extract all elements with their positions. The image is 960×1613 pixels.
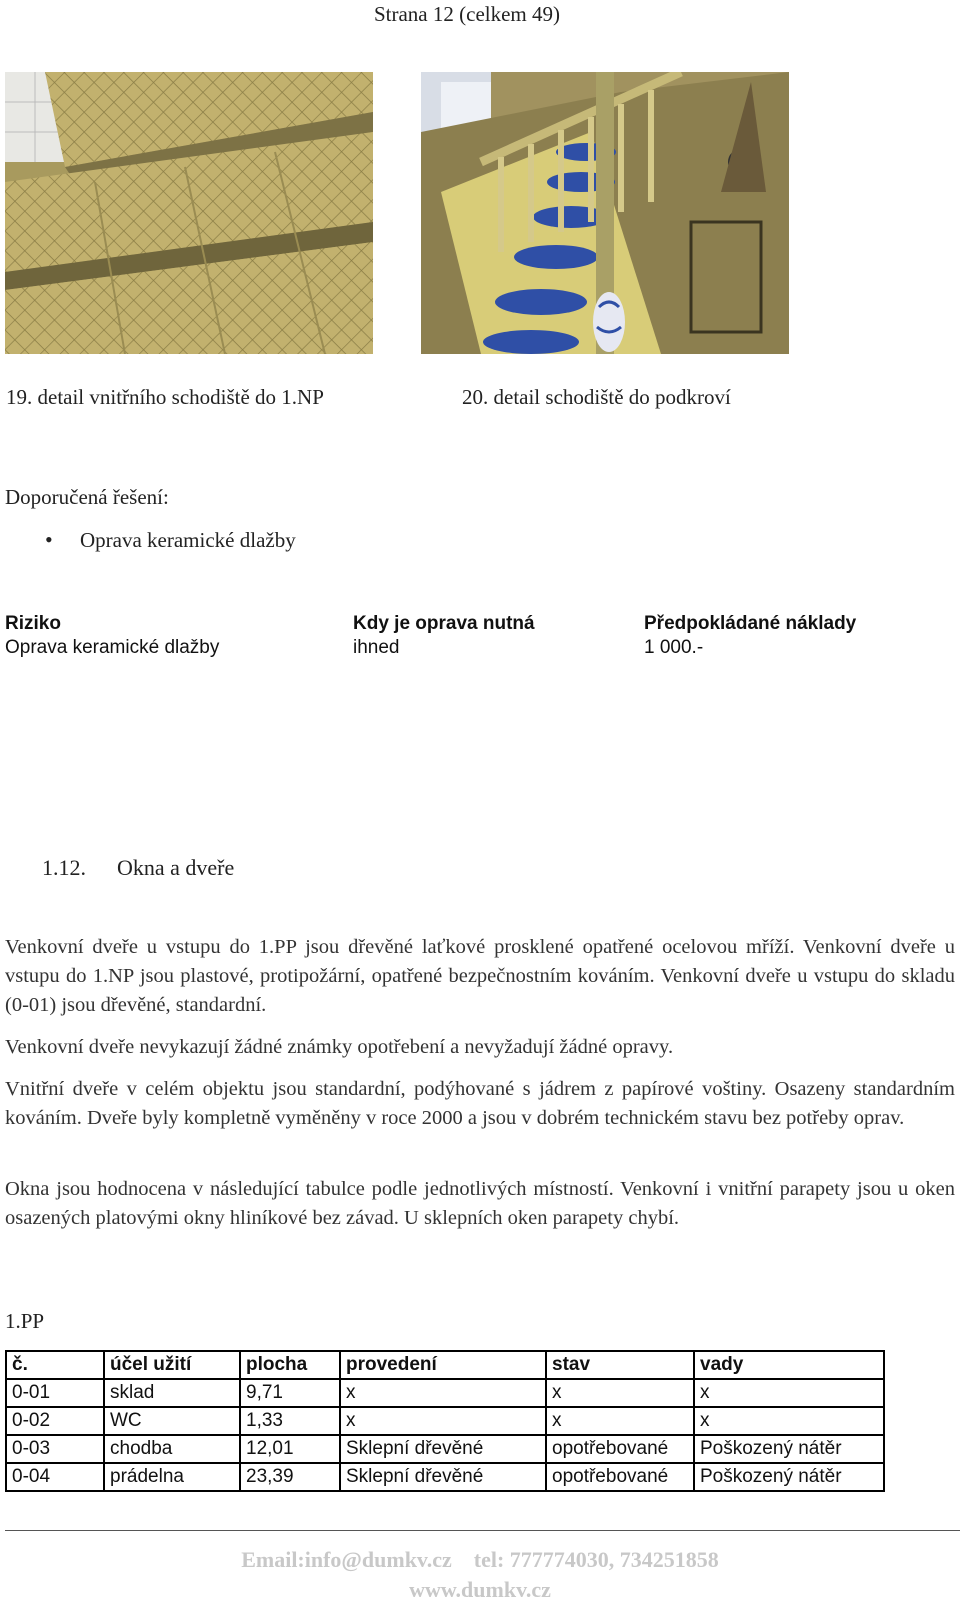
table-row	[6, 1463, 884, 1491]
table-cell: x	[694, 1407, 884, 1435]
table-cell: 0-02	[6, 1407, 104, 1435]
page-number-header: Strana 12 (celkem 49)	[373, 2, 561, 26]
recommendations-heading: Doporučená řešení:	[5, 485, 169, 509]
table-cell: WC	[104, 1407, 240, 1435]
photo-tiled-stairs	[5, 72, 373, 354]
section-title: Okna a dveře	[117, 855, 235, 880]
list-item: • Oprava keramické dlažby	[45, 528, 296, 553]
table-cell: Sklepní dřevěné	[340, 1463, 546, 1491]
column-header: účel užití	[104, 1351, 240, 1379]
risk-header-riziko: Riziko	[5, 613, 61, 634]
table-cell: x	[340, 1379, 546, 1407]
table-cell: x	[546, 1407, 694, 1435]
table-row	[6, 1407, 884, 1435]
footer-website: www.dumkv.cz	[409, 1577, 551, 1602]
recommendations-list	[45, 528, 296, 553]
column-header: vady	[694, 1351, 884, 1379]
table-cell: 0-03	[6, 1435, 104, 1463]
column-header: stav	[546, 1351, 694, 1379]
table-row	[6, 1379, 884, 1407]
footer-contact: Email:info@dumkv.cz tel: 777774030, 734251858	[241, 1547, 719, 1572]
table-cell: 0-04	[6, 1463, 104, 1491]
table-cell: prádelna	[104, 1463, 240, 1491]
paragraph: Venkovní dveře nevykazují žádné známky opotřebení a nevyžadují žádné opravy.	[5, 1036, 674, 1058]
risk-header-cost: Předpokládané náklady	[644, 613, 857, 634]
risk-cell: ihned	[353, 637, 400, 658]
table-cell: chodba	[104, 1435, 240, 1463]
table-cell: x	[546, 1379, 694, 1407]
windows-table	[5, 1350, 885, 1492]
paragraph: Okna jsou hodnocena v následující tabulce podle jednotlivých místností. Venkovní i vnitřní parapety jsou u oken osazených platovými okny hliníkové bez závad. U sklepních oken parapety chybí.	[5, 1178, 955, 1229]
risk-header-when: Kdy je oprava nutná	[353, 613, 535, 634]
table-cell: 12,01	[240, 1435, 340, 1463]
photo-staircase-attic	[421, 72, 789, 354]
table-cell: opotřebované	[546, 1435, 694, 1463]
table-cell: x	[694, 1379, 884, 1407]
column-header: plocha	[240, 1351, 340, 1379]
footer-divider	[5, 1530, 960, 1531]
column-header: provedení	[340, 1351, 546, 1379]
table-cell: 9,71	[240, 1379, 340, 1407]
table-row	[6, 1435, 884, 1463]
table-cell: opotřebované	[546, 1463, 694, 1491]
floor-label: 1.PP	[5, 1309, 45, 1333]
photo-caption: 19. detail vnitřního schodiště do 1.NP	[6, 385, 324, 409]
table-cell: 1,33	[240, 1407, 340, 1435]
table-cell: 23,39	[240, 1463, 340, 1491]
table-cell: Sklepní dřevěné	[340, 1435, 546, 1463]
table-cell: sklad	[104, 1379, 240, 1407]
column-header: č.	[6, 1351, 104, 1379]
section-number: 1.12.	[42, 855, 86, 880]
risk-cell: 1 000.-	[644, 637, 704, 658]
table-cell: Poškozený nátěr	[694, 1435, 884, 1463]
risk-cell: Oprava keramické dlažby	[5, 637, 220, 658]
table-cell: 0-01	[6, 1379, 104, 1407]
table-cell: x	[340, 1407, 546, 1435]
paragraph: Vnitřní dveře v celém objektu jsou standardní, podýhované s jádrem z papírové voštiny. Osazeny standardním kováním. Dveře byly kompletně vyměněny v roce 2000 a jsou v dobrém technickém stavu bez potřeby oprav.	[5, 1078, 955, 1129]
paragraph: Venkovní dveře u vstupu do 1.PP jsou dřevěné laťkové prosklené opatřené ocelovou mříží. Venkovní dveře u vstupu do 1.NP jsou plastové, protipožární, opatřené bezpečnostním kováním. Venkovní dveře u vstupu do skladu (0-01) jsou dřevěné, standardní.	[5, 936, 955, 1016]
table-header-row	[6, 1351, 884, 1379]
photo-caption: 20. detail schodiště do podkroví	[462, 385, 731, 409]
table-cell: Poškozený nátěr	[694, 1463, 884, 1491]
